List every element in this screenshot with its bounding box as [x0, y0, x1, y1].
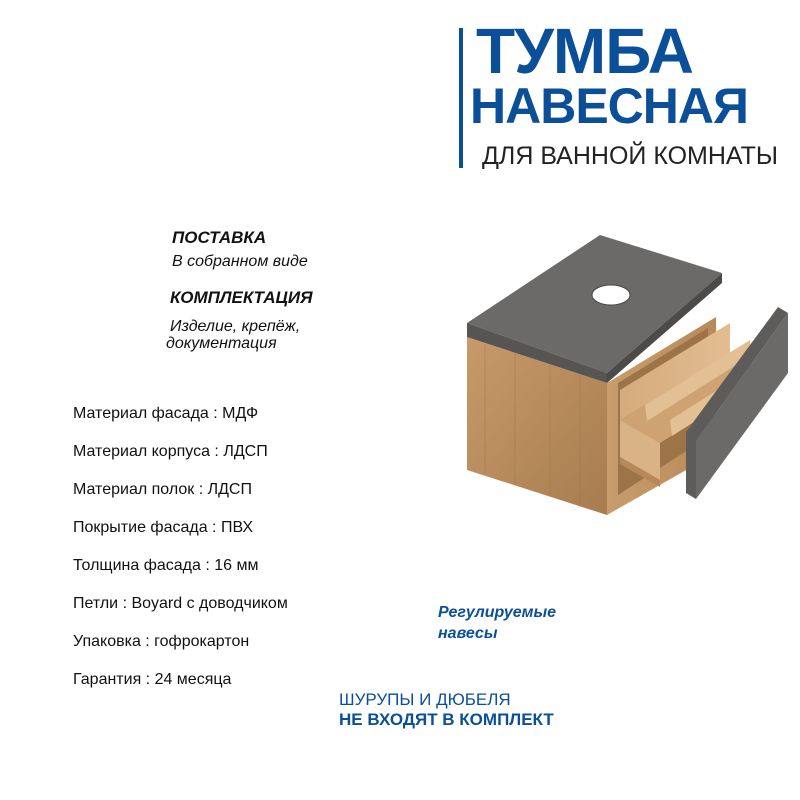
- screws-note-line2: НЕ ВХОДЯТ В КОМПЛЕКТ: [339, 710, 554, 729]
- spec-list: [73, 402, 393, 706]
- spec-item: Гарантия : 24 месяца: [73, 671, 232, 688]
- spec-item: Покрытие фасада : ПВХ: [73, 519, 254, 536]
- kit-text-line2: документация: [166, 335, 277, 352]
- faucet-hole: [592, 285, 630, 305]
- spec-item: Материал фасада : МДФ: [73, 405, 259, 422]
- spec-item: Упаковка : гофрокартон: [73, 633, 250, 650]
- product-subtitle: НАВЕСНАЯ: [470, 78, 748, 134]
- hinges-note: [438, 602, 638, 644]
- delivery-title: ПОСТАВКА: [172, 228, 267, 247]
- kit-text-line1: Изделие, крепёж,: [170, 318, 301, 335]
- kit-title: КОМПЛЕКТАЦИЯ: [170, 288, 313, 307]
- spec-item: Петли : Boyard с доводчиком: [73, 595, 288, 612]
- product-title: ТУМБА: [476, 15, 693, 87]
- cabinet-illustration: [460, 225, 790, 515]
- hinges-note-line2: навесы: [438, 625, 498, 642]
- hinges-note-line1: Регулируемые: [438, 604, 557, 621]
- spec-item: Материал полок : ЛДСП: [73, 481, 252, 498]
- delivery-text: В собранном виде: [172, 253, 308, 270]
- product-purpose: ДЛЯ ВАННОЙ КОМНАТЫ: [482, 142, 779, 170]
- spec-item: Толщина фасада : 16 мм: [73, 557, 259, 574]
- title-accent-bar: [459, 28, 463, 168]
- spec-item: Материал корпуса : ЛДСП: [73, 443, 268, 460]
- screws-note-line1: ШУРУПЫ И ДЮБЕЛЯ: [339, 690, 511, 709]
